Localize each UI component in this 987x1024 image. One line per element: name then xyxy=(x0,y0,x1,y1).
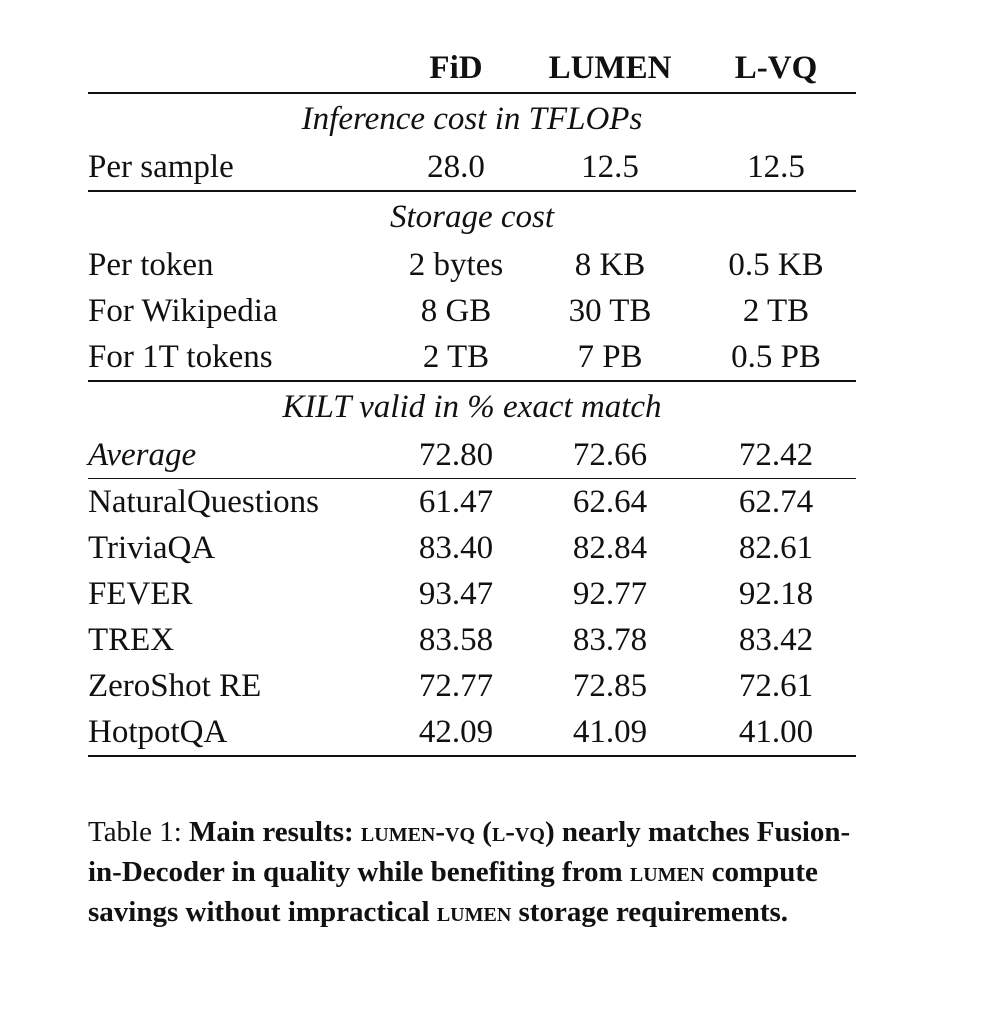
header-row xyxy=(88,44,856,93)
section-header-inference xyxy=(88,93,856,144)
cell-fid: 72.80 xyxy=(388,432,524,479)
row-label: HotpotQA xyxy=(88,709,388,756)
cell-fid: 83.40 xyxy=(418,530,494,566)
row-label: FEVER xyxy=(88,576,193,612)
table-row xyxy=(88,663,856,709)
cell-lumen: 92.77 xyxy=(572,576,648,612)
table-row xyxy=(88,242,856,288)
cell-fid: 83.58 xyxy=(418,622,494,658)
col-header-lumen: LUMEN xyxy=(524,44,696,93)
row-label: Per sample xyxy=(88,144,388,191)
row-label: Average xyxy=(88,432,388,479)
caption-part: ( xyxy=(475,816,492,848)
col-header-lvq: L-VQ xyxy=(696,44,856,93)
table-row xyxy=(88,334,856,381)
cell-lumen: 62.64 xyxy=(572,484,648,520)
row-label: For 1T tokens xyxy=(88,334,388,381)
cell-lvq: 2 TB xyxy=(742,293,810,329)
table-row xyxy=(88,709,856,756)
cell-lvq: 41.00 xyxy=(696,709,856,756)
section-header-kilt xyxy=(88,381,856,432)
table-row xyxy=(88,288,856,334)
cell-fid: 2 TB xyxy=(388,334,524,381)
row-label: TREX xyxy=(88,622,175,658)
section-title: Storage cost xyxy=(389,199,555,235)
table-row xyxy=(88,571,856,617)
cell-lvq: 0.5 KB xyxy=(728,247,824,283)
cell-lumen: 12.5 xyxy=(524,144,696,191)
caption-label: Table 1: xyxy=(88,816,182,848)
cell-lvq: 82.61 xyxy=(738,530,814,566)
caption-part: Main results: xyxy=(189,816,361,848)
cell-lvq: 62.74 xyxy=(738,484,814,520)
header-empty xyxy=(88,44,388,93)
cell-lvq: 0.5 PB xyxy=(696,334,856,381)
cell-fid: 61.47 xyxy=(418,484,494,520)
cell-lumen: 7 PB xyxy=(524,334,696,381)
caption-part: storage requirements. xyxy=(511,896,789,928)
cell-lumen: 82.84 xyxy=(572,530,648,566)
cell-fid: 8 GB xyxy=(420,293,492,329)
cell-fid: 72.77 xyxy=(418,668,494,704)
section-title: KILT valid in % exact match xyxy=(282,389,662,425)
caption-text xyxy=(88,816,850,928)
row-label: TriviaQA xyxy=(88,530,216,566)
table-row xyxy=(88,525,856,571)
caption-part-smallcaps: lumen xyxy=(436,896,512,928)
cell-fid: 93.47 xyxy=(418,576,494,612)
section-title: Inference cost in TFLOPs xyxy=(301,101,643,137)
table-row xyxy=(88,479,856,526)
caption-part-smallcaps: lumen-vq xyxy=(360,816,476,848)
cell-lumen: 83.78 xyxy=(572,622,648,658)
cell-lumen: 72.66 xyxy=(524,432,696,479)
row-label: Per token xyxy=(88,247,214,283)
cell-lvq: 83.42 xyxy=(738,622,814,658)
cell-fid: 2 bytes xyxy=(408,247,504,283)
caption-part-smallcaps: lumen xyxy=(629,856,705,888)
col-header-fid: FiD xyxy=(388,44,524,93)
cell-lumen: 30 TB xyxy=(568,293,652,329)
section-header-storage xyxy=(88,191,856,242)
caption-part-smallcaps: l-vq xyxy=(491,816,545,848)
table-row xyxy=(88,617,856,663)
cell-lvq: 92.18 xyxy=(738,576,814,612)
caption-part: compute savings without impractical xyxy=(88,856,818,928)
cell-lumen: 41.09 xyxy=(524,709,696,756)
table-row-average xyxy=(88,432,856,479)
cell-lvq: 12.5 xyxy=(696,144,856,191)
cell-fid: 28.0 xyxy=(388,144,524,191)
results-table xyxy=(88,44,856,757)
table-caption xyxy=(88,812,868,932)
row-label: For Wikipedia xyxy=(88,293,278,329)
cell-lvq: 72.42 xyxy=(696,432,856,479)
cell-lvq: 72.61 xyxy=(738,668,814,704)
caption-part: ) nearly matches Fusion-in-Decoder in quality while benefiting from xyxy=(88,816,851,888)
table-row xyxy=(88,144,856,191)
cell-lumen: 72.85 xyxy=(572,668,648,704)
row-label: NaturalQuestions xyxy=(88,484,319,520)
cell-lumen: 8 KB xyxy=(574,247,646,283)
cell-fid: 42.09 xyxy=(388,709,524,756)
row-label: ZeroShot RE xyxy=(88,668,262,704)
